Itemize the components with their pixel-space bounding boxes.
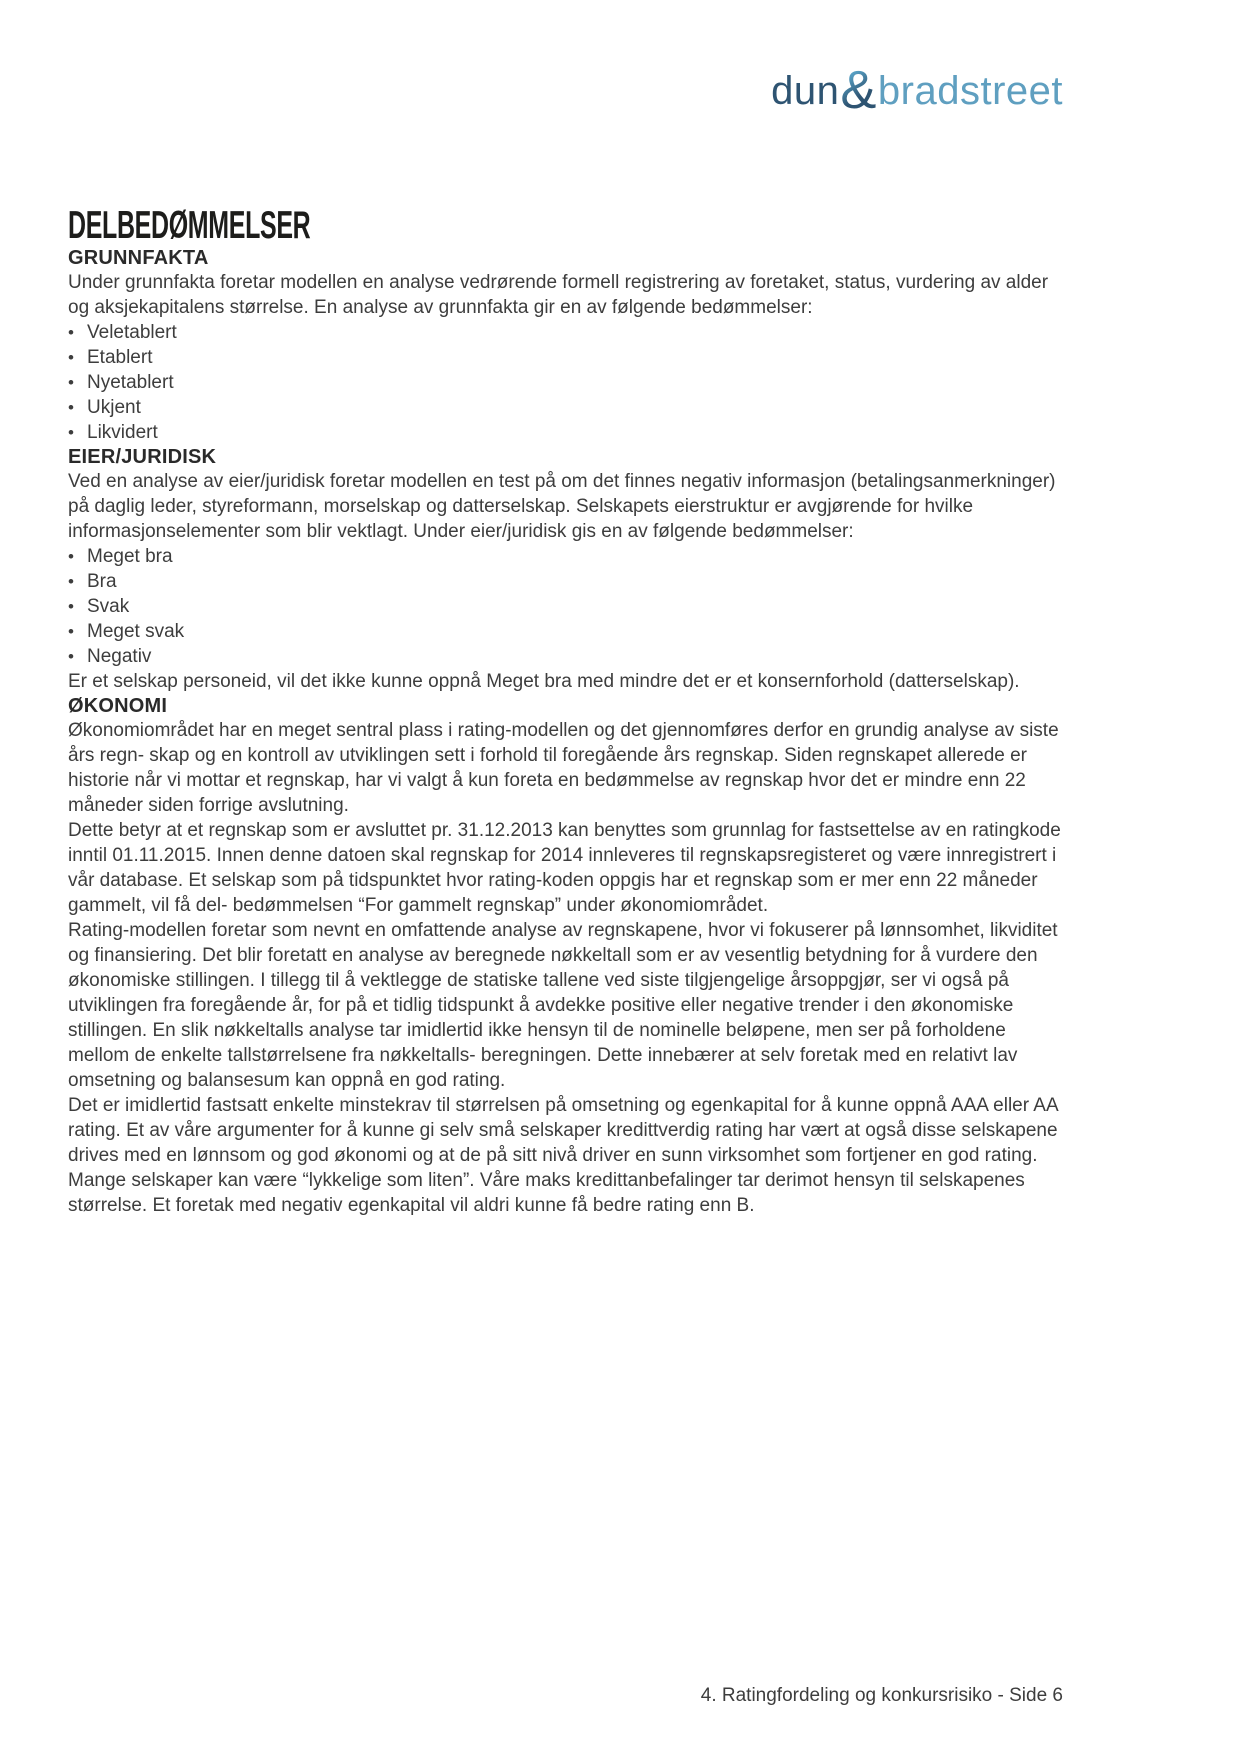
document-content (68, 0, 1064, 1218)
bullet-icon: • (68, 547, 74, 566)
okonomi-paragraph-3: Rating-modellen foretar som nevnt en omfattende analyse av regnskapene, hvor vi fokuserer på lønnsomhet, likviditet og finansiering. Det blir foretatt en analyse av beregnede nøkkeltall som er av vesentlig betydning for å vurdere den økonomiske stillingen. I tillegg til å vektlegge de statiske tallene ved siste tilgjengelige årsoppgjør, ser vi også på utviklingen fra foregående år, for på et tidlig tidspunkt å avdekke positive eller negative trender i den økonomiske stillingen. En slik nøkkeltalls analyse tar imidlertid ikke hensyn til de nominelle beløpene, men ser på forholdene mellom de enkelte tallstørrelsene fra nøkkeltalls- beregningen. Dette innebærer at selv foretak med en relativt lav omsetning og balansesum kan oppnå en god rating. (68, 920, 1058, 1091)
logo-bradstreet-text: bradstreet (877, 69, 1063, 113)
list-item-label: Meget bra (87, 546, 173, 567)
grunnfakta-intro-paragraph: Under grunnfakta foretar modellen en analyse vedrørende formell registrering av foretaket, status, vurdering av alder og aksjekapitalens størrelse. En analyse av grunnfakta gir en av følgende bedømmelser: (68, 272, 1049, 318)
list-item (68, 320, 1064, 345)
section-heading-eier-juridisk: EIER/JURIDISK (68, 446, 217, 468)
section-heading-okonomi: ØKONOMI (68, 695, 168, 717)
list-item (68, 395, 1064, 420)
bullet-icon: • (68, 373, 74, 392)
okonomi-paragraph-2: Dette betyr at et regnskap som er avsluttet pr. 31.12.2013 kan benyttes som grunnlag for fastsettelse av en ratingkode inntil 01.11.2015. Innen denne datoen skal regnskap for 2014 innleveres til regnskapsregisteret og være innregistrert i vår database. Et selskap som på tidspunktet hvor rating-koden oppgis har et regnskap som er mer enn 22 måneder gammelt, vil få del- bedømmelsen “For gammelt regnskap” under økonomiområdet. (68, 820, 1061, 916)
list-item (68, 594, 1064, 619)
list-item (68, 544, 1064, 569)
bullet-icon: • (68, 647, 74, 666)
list-item (68, 569, 1064, 594)
list-item (68, 644, 1064, 669)
list-item-label: Ukjent (87, 397, 141, 418)
eier-juridisk-intro-paragraph: Ved en analyse av eier/juridisk foretar modellen en test på om det finnes negativ informasjon (betalingsanmerkninger) på daglig leder, styreformann, morselskap og datterselskap. Selskapets eierstruktur er avgjørende for hvilke informasjonselementer som blir vektlagt. Under eier/juridisk gis en av følgende bedømmelser: (68, 471, 1056, 542)
bullet-icon: • (68, 323, 74, 342)
eier-juridisk-bullet-list (68, 544, 1064, 669)
list-item-label: Svak (87, 596, 130, 617)
page-footer: 4. Ratingfordeling og konkursrisiko - Side 6 (700, 1685, 1063, 1706)
list-item-label: Negativ (87, 646, 152, 667)
okonomi-paragraph-1: Økonomiområdet har en meget sentral plass i rating-modellen og det gjennomføres derfor en grundig analyse av siste års regn- skap og en kontroll av utviklingen sett i forhold til foregående års regnskap. Siden regnskapet allerede er historie når vi mottar et regnskap, har vi valgt å kun foreta en bedømmelse av regnskap hvor det er mindre enn 22 måneder siden forrige avslutning. (68, 720, 1059, 816)
list-item (68, 345, 1064, 370)
list-item (68, 370, 1064, 395)
list-item-label: Etablert (87, 347, 153, 368)
list-item-label: Likvidert (87, 422, 158, 443)
bullet-icon: • (68, 348, 74, 367)
ampersand-icon: & (840, 60, 877, 120)
list-item-label: Meget svak (87, 621, 185, 642)
grunnfakta-bullet-list (68, 320, 1064, 445)
list-item (68, 420, 1064, 445)
bullet-icon: • (68, 423, 74, 442)
page-title: DELBEDØMMELSER (68, 204, 311, 247)
bullet-icon: • (68, 622, 74, 641)
okonomi-paragraph-4: Det er imidlertid fastsatt enkelte minstekrav til størrelsen på omsetning og egenkapital for å kunne oppnå AAA eller AA rating. Et av våre argumenter for å kunne gi selv små selskaper kredittverdig rating har vært at også disse selskapene drives med en lønnsom og god økonomi og at de på sitt nivå driver en sunn virksomhet som fortjener en god rating. Mange selskaper kan være “lykkelige som liten”. Våre maks kredittanbefalinger tar derimot hensyn til selskapenes størrelse. Et foretak med negativ egenkapital vil aldri kunne få bedre rating enn B. (68, 1095, 1058, 1216)
bullet-icon: • (68, 398, 74, 417)
list-item-label: Bra (87, 571, 117, 592)
list-item-label: Nyetablert (87, 372, 174, 393)
bullet-icon: • (68, 597, 74, 616)
logo-dun-text: dun (771, 69, 840, 113)
list-item (68, 619, 1064, 644)
section-heading-grunnfakta: GRUNNFAKTA (68, 247, 209, 269)
bullet-icon: • (68, 572, 74, 591)
list-item-label: Veletablert (87, 322, 177, 343)
eier-juridisk-note-paragraph: Er et selskap personeid, vil det ikke kunne oppnå Meget bra med mindre det er et konsernforhold (datterselskap). (68, 671, 1020, 692)
